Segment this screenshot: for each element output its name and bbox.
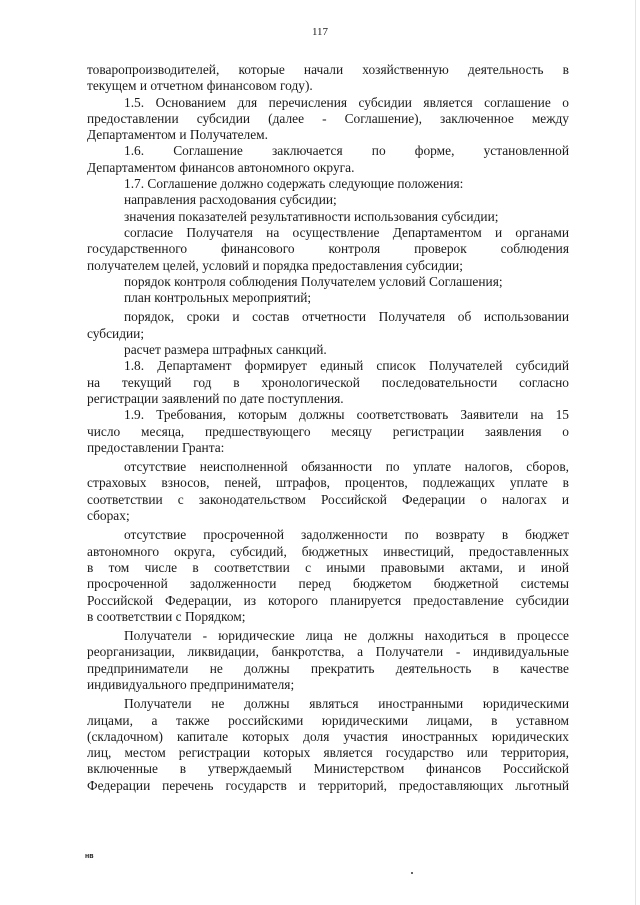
- page-number: 117: [311, 26, 329, 38]
- text-line: расчет размера штрафных санкций.: [124, 342, 327, 358]
- text-line: индивидуального предпринимателя;: [87, 676, 295, 692]
- text-line: Департаментом и Получателем.: [87, 127, 269, 143]
- text-line: просроченной задолженности перед бюджетом бюджетной системы: [87, 576, 569, 592]
- text-line: согласие Получателя на осуществление Департаментом и органами: [124, 224, 569, 240]
- text-line: предоставлении субсидии (далее - Соглашение), заключенное между: [87, 110, 569, 126]
- text-line: автономного округа, субсидий, бюджетных инвестиций, предоставленных: [87, 543, 569, 559]
- text-line: число месяца, предшествующего месяцу регистрации заявления о: [87, 423, 569, 439]
- text-line: получателем целей, условий и порядка предоставления субсидии;: [87, 257, 463, 273]
- text-line: 1.5. Основанием для перечисления субсидии является соглашение о: [124, 94, 569, 110]
- text-line: на текущий год в хронологической последовательности согласно: [87, 374, 569, 390]
- text-line: включенные в утверждаемый Министерством финансов Российской: [87, 761, 569, 777]
- text-line: Федерации перечень государств и территорий, предоставляющих льготный: [87, 777, 569, 793]
- text-line: план контрольных мероприятий;: [124, 290, 312, 306]
- text-line: 1.8. Департамент формирует единый список Получателей субсидий: [124, 358, 569, 374]
- text-line: лицами, а также российскими юридическими лицами, в уставном: [87, 712, 569, 728]
- text-line: текущем и отчетном финансовом году).: [87, 78, 313, 94]
- scan-edge: [635, 0, 636, 905]
- text-line: 1.7. Соглашение должно содержать следующие положения:: [124, 176, 464, 192]
- text-line: соответствии с законодательством Российской Федерации о налогах и: [87, 491, 569, 507]
- text-line: отсутствие неисполненной обязанности по уплате налогов, сборов,: [124, 459, 569, 475]
- text-line: 1.9. Требования, которым должны соответствовать Заявители на 15: [124, 407, 569, 423]
- text-line: товаропроизводителей, которые начали хозяйственную деятельность в: [87, 62, 569, 77]
- text-line: направления расходования субсидии;: [124, 192, 337, 208]
- document-body: [87, 62, 569, 794]
- text-line: порядок, сроки и состав отчетности Получателя об использовании: [124, 309, 569, 325]
- text-line: Получатели - юридические лица не должны находиться в процессе: [124, 628, 569, 644]
- footer-mark: нв: [85, 853, 94, 860]
- text-line: Получатели не должны являться иностранными юридическими: [124, 696, 569, 712]
- text-line: предприниматели не должны прекратить деятельность в качестве: [87, 660, 569, 676]
- text-line: лиц, местом регистрации которых является государство или территория,: [87, 745, 569, 761]
- text-line: значения показателей результативности использования субсидии;: [124, 208, 499, 224]
- text-line: регистрации заявлений по дате поступления.: [87, 390, 344, 406]
- text-line: порядок контроля соблюдения Получателем условий Соглашения;: [124, 273, 503, 289]
- text-line: в соответствии с Порядком;: [87, 608, 246, 624]
- text-line: Российской Федерации, из которого планируется предоставление субсидии: [87, 592, 569, 608]
- text-line: 1.6. Соглашение заключается по форме, установленной: [124, 143, 569, 159]
- text-line: в том числе в соответствии с иными правовыми актами, и иной: [87, 559, 569, 575]
- text-line: Департаментом финансов автономного округа.: [87, 159, 355, 175]
- text-line: сборах;: [87, 508, 130, 524]
- text-line: страховых взносов, пеней, штрафов, процентов, подлежащих уплате в: [87, 475, 569, 491]
- text-line: государственного финансового контроля проверок соблюдения: [87, 241, 569, 257]
- text-line: субсидии;: [87, 325, 145, 341]
- scan-speck: [411, 872, 413, 874]
- text-line: реорганизации, ликвидации, банкротства, а Получатели - индивидуальные: [87, 644, 569, 660]
- text-line: (складочном) капитале которых доля участия иностранных юридических: [87, 728, 569, 744]
- text-line: отсутствие просроченной задолженности по возврату в бюджет: [124, 527, 569, 543]
- text-line: предоставлении Гранта:: [87, 439, 225, 455]
